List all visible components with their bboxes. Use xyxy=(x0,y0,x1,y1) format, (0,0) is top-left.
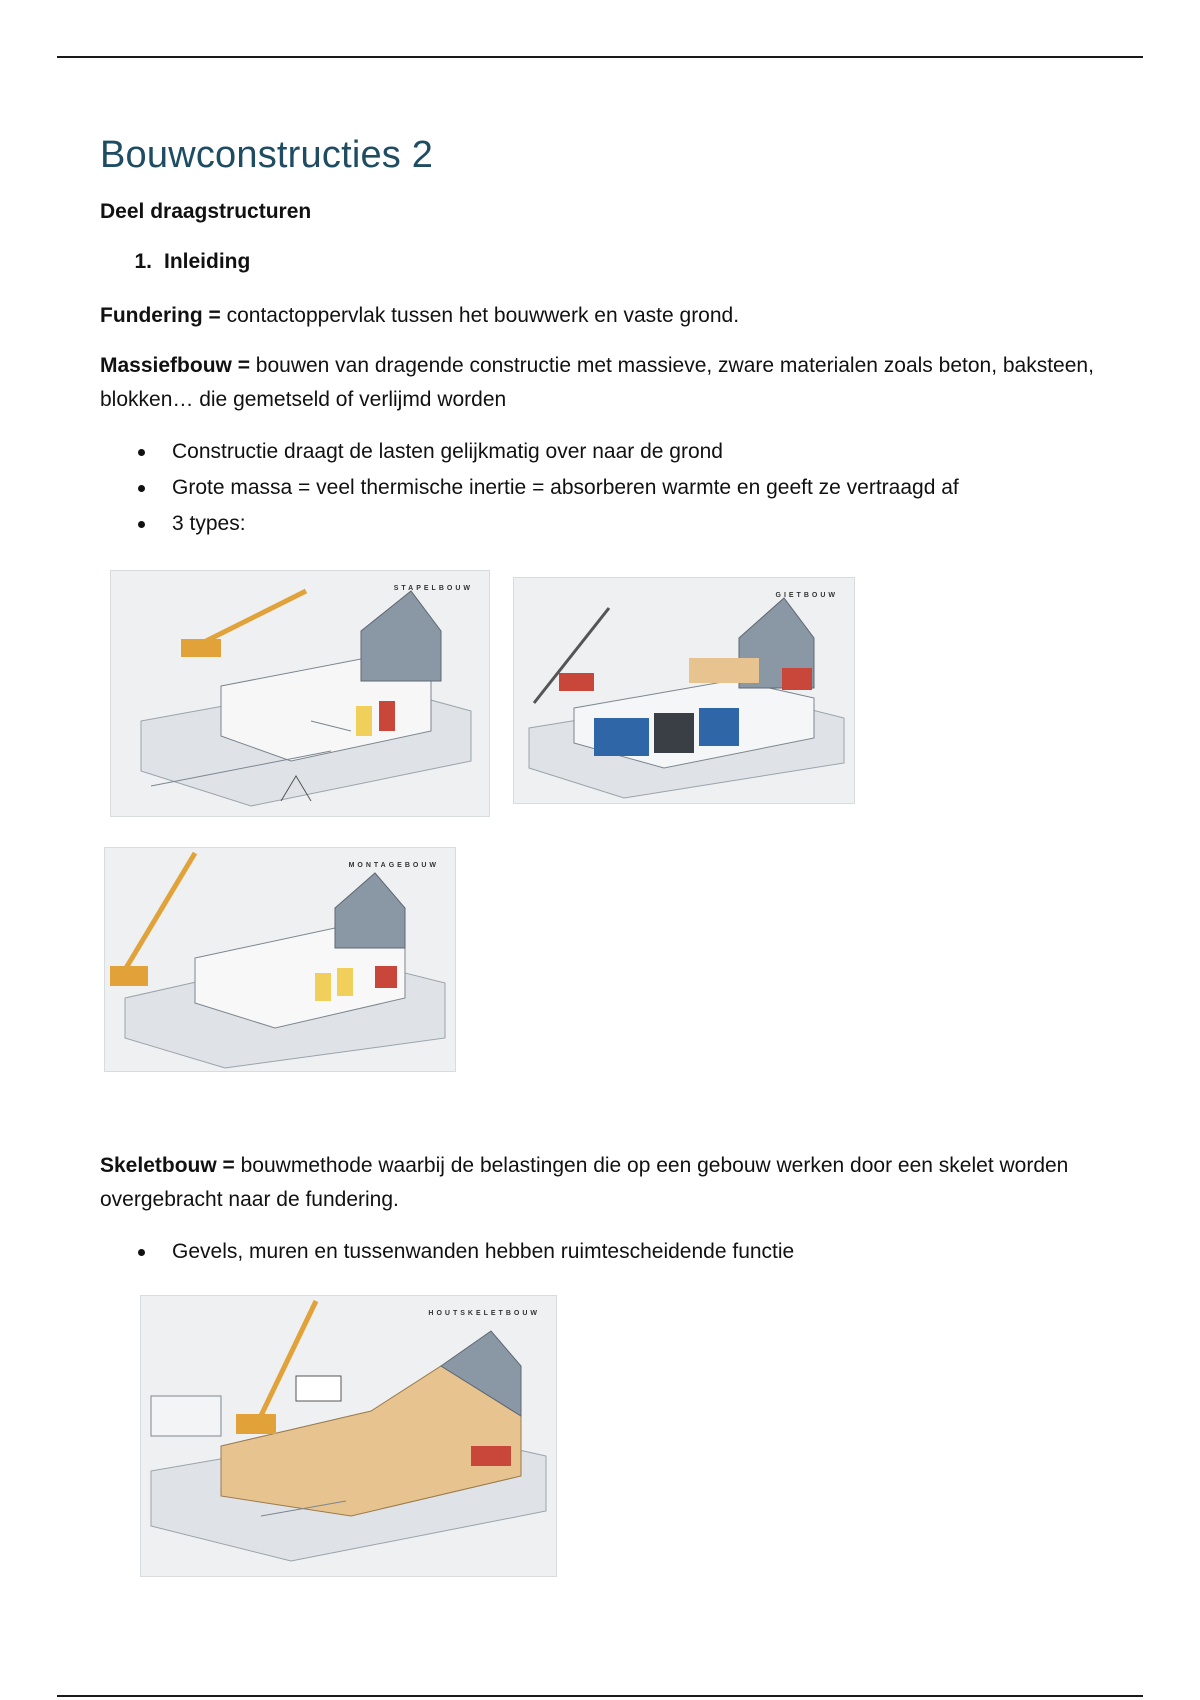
top-rule xyxy=(57,56,1143,58)
figure-caption: HOUTSKELETBOUW xyxy=(428,1310,540,1317)
bullet-icon xyxy=(138,449,145,456)
skeletbouw-definition xyxy=(100,1149,1100,1217)
stapelbouw-drawing xyxy=(111,571,489,816)
stapelbouw-illustration xyxy=(110,570,490,817)
massiefbouw-text: bouwen van dragende constructie met massieve, zware materialen zoals beton, baksteen, blokken… die gemetseld of verlijmd worden xyxy=(100,354,1094,411)
massiefbouw-definition xyxy=(100,349,1100,417)
subtitle: Deel draagstructuren xyxy=(100,200,312,223)
gietbouw-illustration xyxy=(513,577,855,804)
page-title: Bouwconstructies 2 xyxy=(100,134,434,176)
fundering-term: Fundering = xyxy=(100,304,221,327)
list-item: Grote massa = veel thermische inertie = absorberen warmte en geeft ze vertraagd af xyxy=(100,470,959,506)
fundering-text: contactoppervlak tussen het bouwwerk en vaste grond. xyxy=(220,304,740,327)
houtskeletbouw-drawing xyxy=(141,1296,556,1576)
bullet-icon xyxy=(138,521,145,528)
bottom-rule xyxy=(57,1695,1143,1697)
figure-caption: STAPELBOUW xyxy=(393,585,473,592)
massiefbouw-bullets xyxy=(100,434,959,542)
figure-caption: MONTAGEBOUW xyxy=(348,862,439,869)
montagebouw-drawing xyxy=(105,848,455,1071)
list-item: Gevels, muren en tussenwanden hebben ruimtescheidende functie xyxy=(100,1234,794,1270)
section-number: 1. xyxy=(134,250,152,273)
figure-caption: GIETBOUW xyxy=(775,592,838,599)
houtskeletbouw-illustration xyxy=(140,1295,557,1577)
bullet-icon xyxy=(138,1249,145,1256)
fundering-definition xyxy=(100,299,1100,333)
massiefbouw-term: Massiefbouw = xyxy=(100,354,250,377)
list-item: Constructie draagt de lasten gelijkmatig over naar de grond xyxy=(100,434,959,470)
section-label: Inleiding xyxy=(164,250,251,273)
skeletbouw-text: bouwmethode waarbij de belastingen die op een gebouw werken door een skelet worden overgebracht naar de fundering. xyxy=(100,1154,1069,1211)
skeletbouw-bullets xyxy=(100,1234,794,1270)
montagebouw-illustration xyxy=(104,847,456,1072)
skeletbouw-term: Skeletbouw = xyxy=(100,1154,235,1177)
section-heading xyxy=(100,250,250,274)
list-item: 3 types: xyxy=(100,506,959,542)
gietbouw-drawing xyxy=(514,578,854,803)
bullet-icon xyxy=(138,485,145,492)
